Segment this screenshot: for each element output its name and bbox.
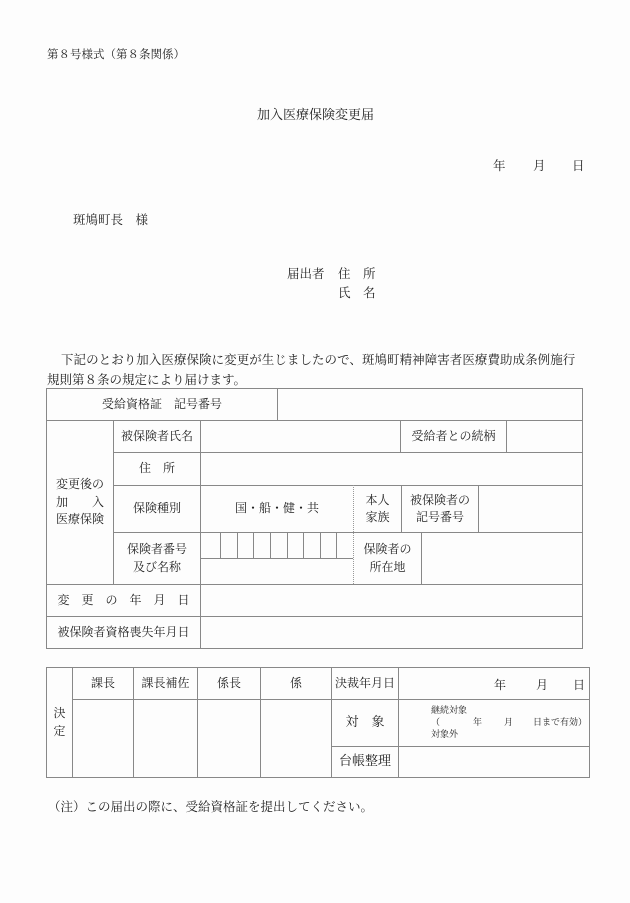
header-unit-chief: 係長 (216, 675, 241, 690)
date-year-label: 年 (493, 158, 506, 173)
decision-day-label: 日 (573, 678, 586, 692)
target-label: 対 象 (345, 714, 385, 730)
change-date-field[interactable] (201, 585, 582, 616)
stamp-unit-chief[interactable] (198, 700, 260, 777)
insurer-number-digit-box[interactable] (270, 533, 287, 558)
target-month-label: 月 (504, 718, 514, 728)
note-text: （注）この届出の際に、受給資格証を提出してください。 (48, 799, 374, 814)
self-option: 本人 (365, 492, 390, 507)
decision-year-label: 年 (494, 678, 507, 692)
target-options[interactable] (399, 700, 589, 746)
target-valid-until: 日まで有効） (533, 718, 588, 728)
body-text-line-1: 下記のとおり加入医療保険に変更が生じましたので、斑鳩町精神障害者医療費助成条例施行 (61, 352, 576, 367)
header-section-chief: 課長 (90, 675, 115, 690)
decision-side-label-line-2: 定 (53, 723, 66, 738)
applicant-name-label: 氏 名 (338, 285, 376, 300)
address-field[interactable] (201, 453, 582, 485)
insurer-number-digit-box[interactable] (237, 533, 254, 558)
insurer-number-label (114, 533, 200, 584)
relation-field[interactable] (507, 421, 582, 452)
change-date-label: 変 更 の 年 月 日 (57, 592, 190, 607)
insurer-number-digit-box[interactable] (287, 533, 304, 558)
header-staff: 係 (289, 675, 302, 690)
applicant-label: 届出者 (287, 266, 325, 281)
insurer-number-digit-box[interactable] (336, 533, 353, 558)
target-continue-option: 継続対象 (431, 706, 468, 716)
date-day-label: 日 (572, 158, 585, 173)
insurer-location-label-line-1: 保険者の (363, 542, 412, 557)
decision-date-field[interactable] (399, 668, 589, 699)
decision-date-label: 決裁年月日 (334, 675, 395, 690)
decision-side-label (47, 668, 72, 777)
applicant-address-label: 住 所 (338, 266, 376, 281)
insurer-name-field[interactable] (201, 559, 353, 584)
header-deputy-chief: 課長補佐 (141, 675, 190, 690)
insured-symbol-field[interactable] (479, 486, 582, 532)
target-paren-open: （ (431, 718, 441, 728)
insured-symbol-label (402, 486, 478, 532)
loss-date-field[interactable] (201, 617, 582, 648)
date-month-label: 月 (533, 158, 546, 173)
insurer-number-digit-box[interactable] (320, 533, 337, 558)
cert-number-field[interactable] (278, 389, 582, 420)
ledger-field[interactable] (399, 747, 589, 777)
target-excluded-option: 対象外 (431, 730, 459, 740)
section-label-line-3: 医療保険 (55, 512, 104, 527)
stamp-staff[interactable] (261, 700, 331, 777)
page-title: 加入医療保険変更届 (257, 108, 375, 123)
insured-name-label: 被保険者氏名 (120, 428, 193, 443)
stamp-deputy-chief[interactable] (134, 700, 197, 777)
target-year-label: 年 (473, 718, 483, 728)
insurance-type-options[interactable]: 国・船・健・共 (234, 501, 319, 516)
insured-name-field[interactable] (201, 421, 400, 452)
insurer-number-digit-box[interactable] (303, 533, 320, 558)
insurer-location-field[interactable] (422, 533, 582, 584)
body-text-line-2: 規則第８条の規定により届けます。 (47, 372, 247, 387)
self-family-selector[interactable] (354, 486, 401, 532)
insurer-number-digit-box[interactable] (220, 533, 237, 558)
section-label-line-1: 変更後の (55, 477, 104, 492)
insurer-number-digit-box[interactable] (253, 533, 270, 558)
insurer-number-label-line-1: 保険者番号 (126, 542, 187, 557)
addressee: 斑鳩町長 様 (73, 212, 149, 227)
stamp-section-chief[interactable] (73, 700, 133, 777)
loss-date-label: 被保険者資格喪失年月日 (57, 624, 190, 639)
insured-symbol-label-line-1: 被保険者の (409, 492, 470, 507)
insurance-type-label: 保険種別 (132, 501, 181, 516)
ledger-label: 台帳整理 (338, 753, 391, 769)
insurer-location-label (354, 533, 421, 584)
decision-side-label-line-1: 決 (53, 706, 66, 721)
insurer-number-label-line-2: 及び名称 (132, 559, 181, 574)
section-label-line-2: 加 入 (55, 494, 104, 509)
form-number: 第８号様式（第８条関係） (47, 47, 185, 61)
insurer-location-label-line-2: 所在地 (369, 559, 406, 574)
relation-label: 受給者との続柄 (411, 428, 496, 443)
decision-month-label: 月 (536, 678, 549, 692)
cert-number-label: 受給資格証 記号番号 (101, 396, 222, 411)
address-label: 住 所 (138, 461, 175, 476)
insurance-section-label (47, 421, 113, 584)
insured-symbol-label-line-2: 記号番号 (415, 510, 464, 524)
family-option: 家族 (365, 510, 390, 524)
